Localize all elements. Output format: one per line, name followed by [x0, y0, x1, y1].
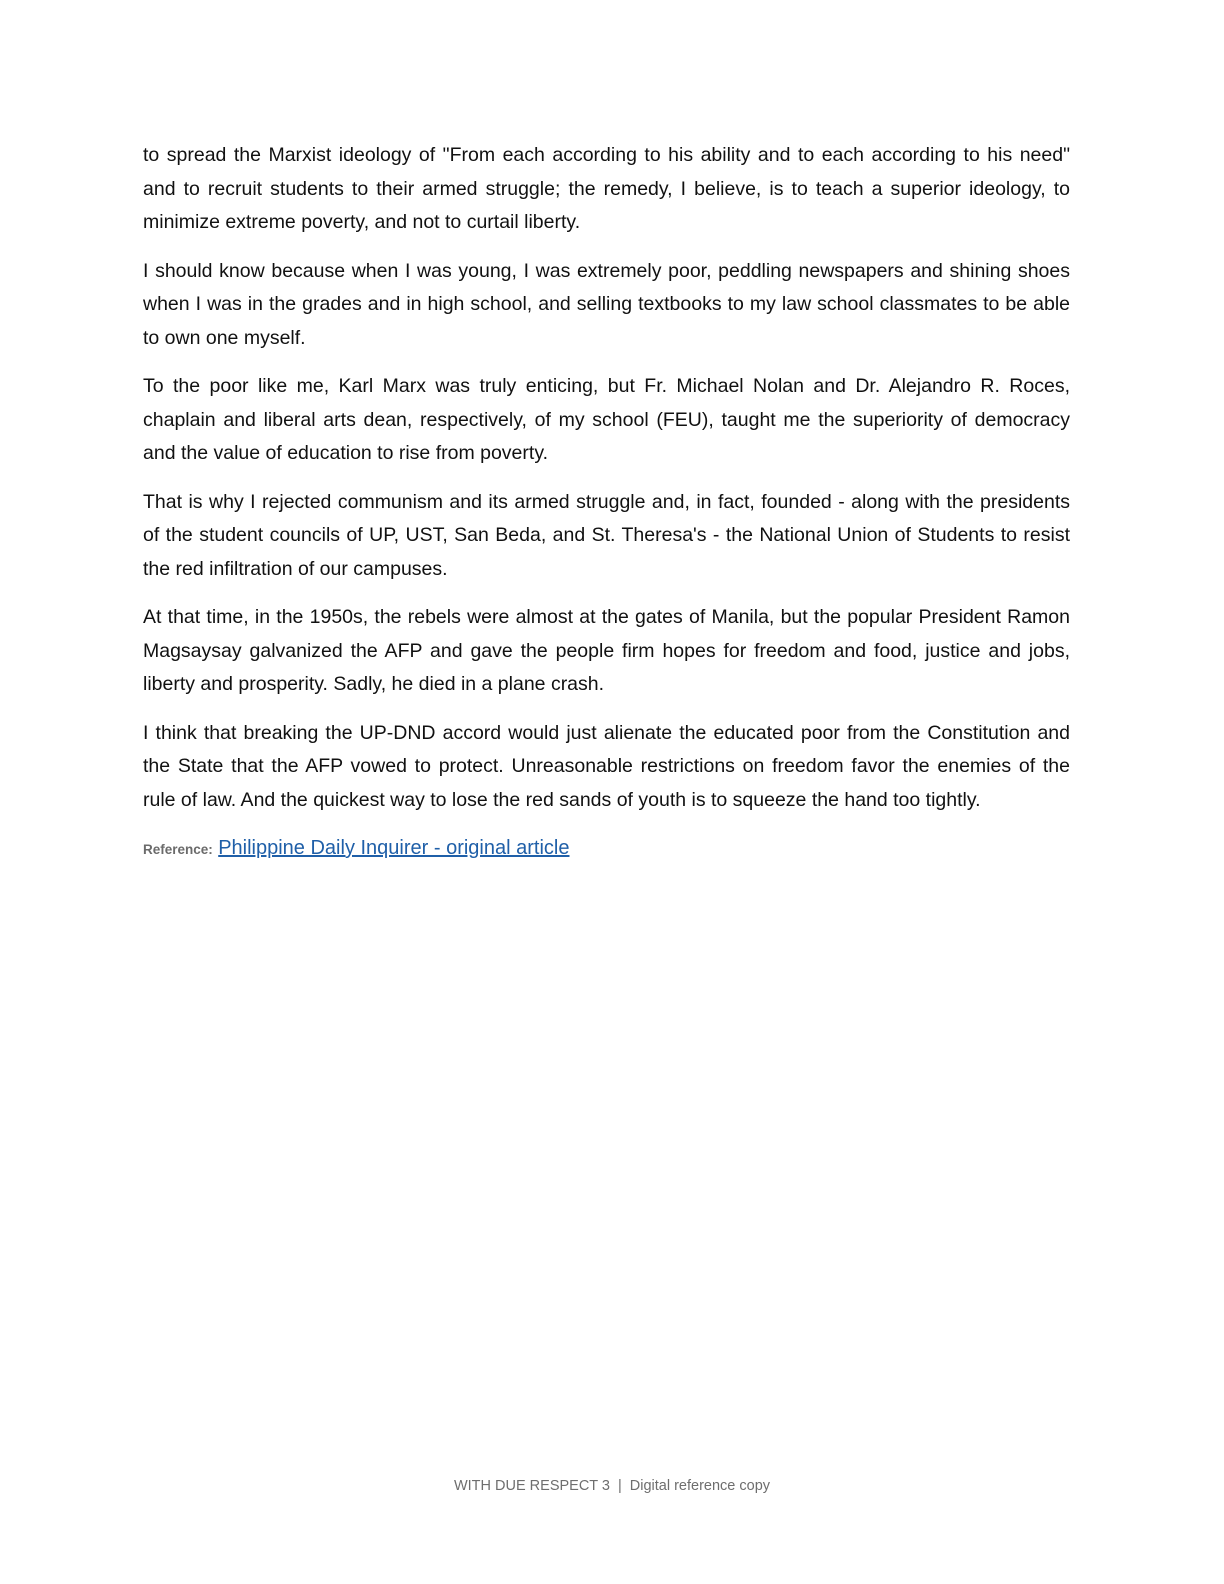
footer-title: WITH DUE RESPECT 3: [453, 1478, 610, 1494]
paragraph-6: I think that breaking the UP-DND accord would just alienate the educated poor from the Constitution and the State that the AFP vowed to protect. Unreasonable restrictions on freedom favor the enemies of the rule of law. And the quickest way to lose the red sands of youth is to squeeze the hand too tightly.: [143, 721, 1070, 811]
document-body: [143, 139, 1070, 867]
paragraph-4: That is why I rejected communism and its armed struggle and, in fact, founded - along with the presidents of the student councils of UP, UST, San Beda, and St. Theresa's - the National Union of Students to resist the red infiltration of our campuses.: [143, 490, 1070, 580]
paragraph-3: To the poor like me, Karl Marx was truly enticing, but Fr. Michael Nolan and Dr. Alejandro R. Roces, chaplain and liberal arts dean, respectively, of my school (FEU), taught me the superiority of democracy and the value of education to rise from poverty.: [143, 375, 1070, 464]
reference-label: Reference:: [143, 842, 213, 857]
page-footer: [0, 1478, 1224, 1494]
paragraph-1: to spread the Marxist ideology of "From each according to his ability and to each according to his need" and to recruit students to their armed struggle; the remedy, I believe, is to teach a superior ideology, to minimize extreme poverty, and not to curtail liberty.: [143, 144, 1070, 233]
reference-link[interactable]: Philippine Daily Inquirer - original article: [218, 837, 570, 859]
footer-note: Digital reference copy: [629, 1478, 771, 1494]
paragraph-5: At that time, in the 1950s, the rebels were almost at the gates of Manila, but the popular President Ramon Magsaysay galvanized the AFP and gave the people firm hopes for freedom and food, justice and jobs, liberty and prosperity. Sadly, he died in a plane crash.: [143, 606, 1070, 695]
footer-separator: |: [618, 1478, 622, 1494]
reference-line: [143, 832, 1070, 867]
paragraph-2: I should know because when I was young, I was extremely poor, peddling newspapers and shining shoes when I was in the grades and in high school, and selling textbooks to my law school classmates to be able to own one myself.: [143, 259, 1070, 349]
